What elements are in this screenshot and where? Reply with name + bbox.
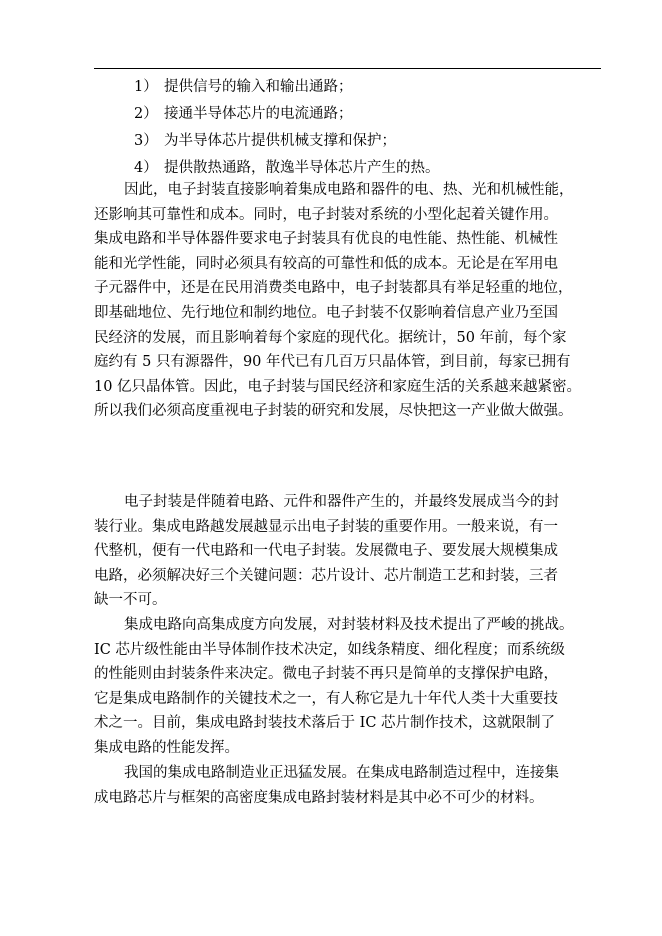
list-item xyxy=(134,101,353,128)
text-line: 即基础地位、先行地位和制约地位。电子封装不仅影响着信息产业乃至国 xyxy=(94,304,558,321)
list-text: 为半导体芯片提供机械支撑和保护； xyxy=(164,133,396,149)
list-item xyxy=(134,128,396,155)
text-line: 庭约有 5 只有源器件，90 年代已有几百万只晶体管，到目前，每家已拥有 xyxy=(94,354,571,371)
text-line: 子元器件中，还是在民用消费类电路中，电子封装都具有举足轻重的地位， xyxy=(94,280,573,297)
text-line: 我国的集成电路制造业正迅猛发展。在集成电路制造过程中，连接集 xyxy=(124,765,559,781)
list-number: 4） xyxy=(134,160,158,176)
text-line: IC 芯片级性能由半导体制作技术决定，如线条精度、细化程度；而系统级 xyxy=(94,641,565,658)
text-line: 所以我们必须高度重视电子封装的研究和发展，尽快把这一产业做大做强。 xyxy=(94,403,573,420)
text-line: 缺一不可。 xyxy=(94,592,167,609)
list-item xyxy=(134,74,353,101)
list-text: 接通半导体芯片的电流通路； xyxy=(164,106,353,122)
list-number: 2） xyxy=(134,106,158,122)
text-line: 还影响其可靠性和成本。同时，电子封装对系统的小型化起着关键作用。 xyxy=(94,206,558,223)
text-line: 集成电路和半导体器件要求电子封装具有优良的电性能、热性能、机械性 xyxy=(94,231,558,248)
text-line: 集成电路的性能发挥。 xyxy=(94,739,239,756)
list-number: 3） xyxy=(134,133,158,149)
text-line: 因此，电子封装直接影响着集成电路和器件的电、热、光和机械性能， xyxy=(124,182,574,198)
paragraph-3 xyxy=(94,613,604,761)
text-line: 代整机，便有一代电路和一代电子封装。发展微电子、要发展大规模集成 xyxy=(94,543,558,560)
text-line: 电路，必须解决好三个关键问题：芯片设计、芯片制造工艺和封装，三者 xyxy=(94,567,558,584)
text-line: 装行业。集成电路越发展越显示出电子封装的重要作用。一般来说，有一 xyxy=(94,518,558,535)
text-line: 的性能则由封装条件来决定。微电子封装不再只是简单的支撑保护电路， xyxy=(94,666,558,683)
paragraph-2 xyxy=(94,490,604,613)
list-text: 提供信号的输入和输出通路； xyxy=(164,79,353,95)
text-line: 能和光学性能，同时必须具有较高的可靠性和低的成本。无论是在军用电 xyxy=(94,255,558,272)
list-text: 提供散热通路，散逸半导体芯片产生的热。 xyxy=(164,160,440,176)
text-line: 电子封装是伴随着电路、元件和器件产生的，并最终发展成当今的封 xyxy=(124,494,559,510)
text-line: 术之一。目前，集成电路封装技术落后于 IC 芯片制作技术，这就限制了 xyxy=(94,715,556,732)
text-line: 集成电路向高集成度方向发展，对封装材料及技术提出了严峻的挑战。 xyxy=(124,617,574,633)
paragraph-4 xyxy=(94,761,604,810)
list-number: 1） xyxy=(134,79,158,95)
text-line: 10 亿只晶体管。因此，电子封装与国民经济和家庭生活的关系越来越紧密。 xyxy=(94,378,582,395)
header-rule xyxy=(94,68,601,69)
text-line: 成电路芯片与框架的高密度集成电路封装材料是其中必不可少的材料。 xyxy=(94,789,544,806)
paragraph-1 xyxy=(94,178,604,424)
text-line: 它是集成电路制作的关键技术之一，有人称它是九十年代人类十大重要技 xyxy=(94,690,558,707)
text-line: 民经济的发展，而且影响着每个家庭的现代化。据统计，50 年前，每个家 xyxy=(94,329,567,346)
